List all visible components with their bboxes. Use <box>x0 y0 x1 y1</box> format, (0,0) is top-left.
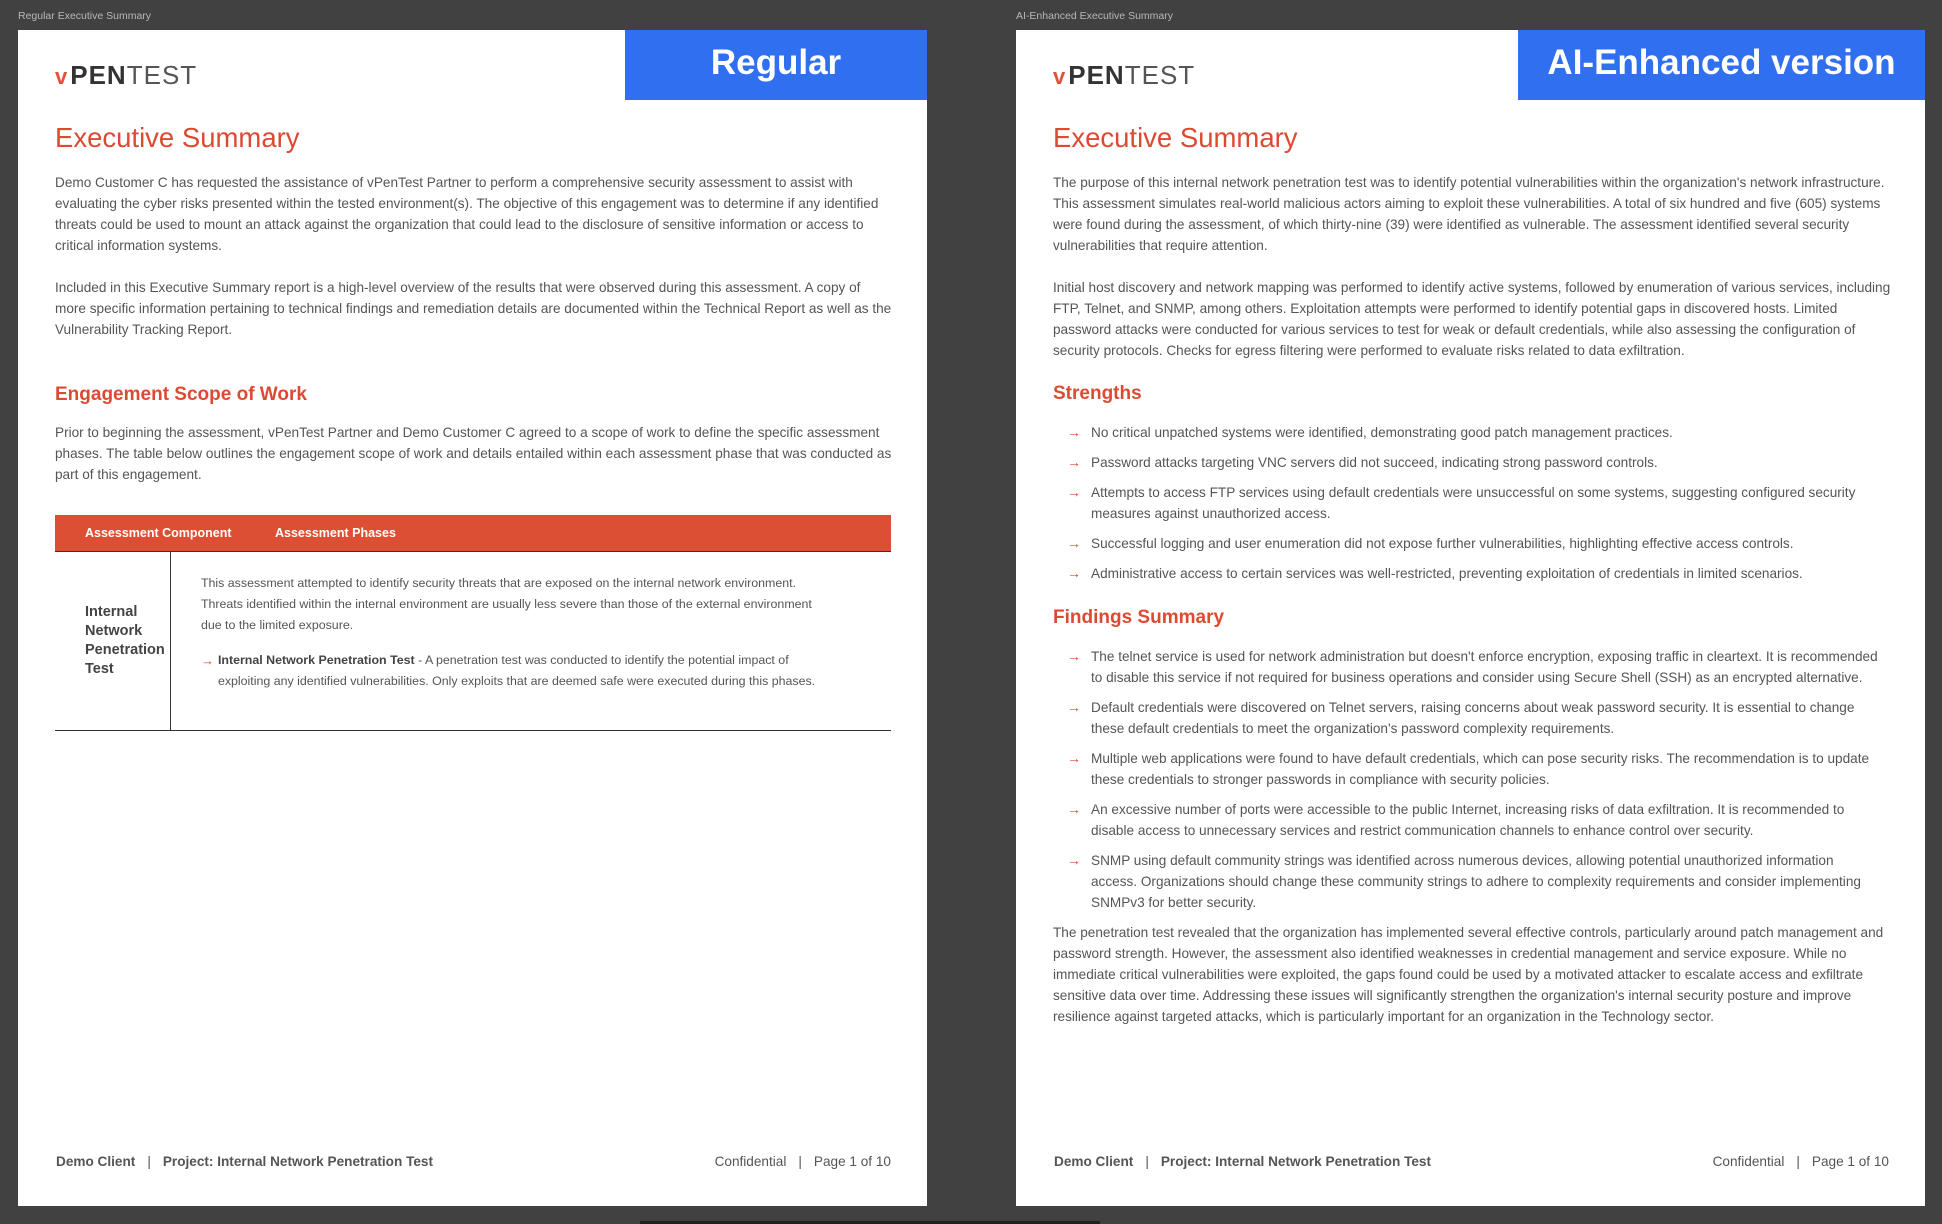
page-footer: Demo Client | Project: Internal Network Penetration Test Confidential | Page 1 of 10 <box>1054 1154 1889 1169</box>
row-component: Internal Network Penetration Test <box>55 552 171 730</box>
arrow-icon: → <box>1067 424 1081 440</box>
table-row <box>55 552 891 730</box>
arrow-icon: → <box>200 653 214 668</box>
scope-heading: Engagement Scope of Work <box>55 384 307 405</box>
strengths-list <box>1053 422 1893 584</box>
row-description: This assessment attempted to identify security threats that are exposed on the internal network environment. Threats identified within the internal environment are usually less severe than those of the external environment due to the limited exposure. <box>200 576 812 632</box>
col-header-component: Assessment Component <box>85 526 232 540</box>
logo-pen: PEN <box>1068 60 1125 90</box>
logo-test: TEST <box>1124 60 1196 90</box>
list-item: → The telnet service is used for network administration but doesn't enforce encryption, exposing traffic in cleartext. It is recommended to disable this service if not required for business operations and consider using Secure Shell (SSH) as an encrypted alternative. <box>1067 646 1893 688</box>
list-item: → Administrative access to certain services was well-restricted, preventing exploitation of credentials in limited scenarios. <box>1067 563 1893 584</box>
arrow-icon: → <box>1067 699 1081 715</box>
footer-page-number: Page 1 of 10 <box>813 1154 891 1169</box>
left-window-title: Regular Executive Summary <box>18 10 152 22</box>
phase-bullet <box>201 650 831 692</box>
closing-paragraph: The penetration test revealed that the organization has implemented several effective controls, particularly around patch management and password strength. However, the assessment also identified weaknesses in credential management and service exposure. While no immediate critical vulnerabilities were exploited, the gaps found could be used by a motivated attacker to escalate access and exfiltrate sensitive data over time. Addressing these issues will significantly strengthen the organization's internal security posture and improve resilience against targeted attacks, which is particularly important for an organization in the Technology sector. <box>1053 925 1884 1024</box>
methodology-paragraph: Initial host discovery and network mapping was performed to identify active systems, followed by enumeration of various services, including FTP, Telnet, and SNMP, among others. Exploitation attempts were performed to identify potential gaps in discovered hosts. Limited password attacks were conducted for various services to test for weak or default credentials, while also assessing the configuration of security protocols. Checks for egress filtering were performed to evaluate risks related to data exfiltration. <box>1053 280 1891 358</box>
findings-heading: Findings Summary <box>1053 607 1225 628</box>
regular-summary-page <box>18 30 927 1206</box>
logo-test: TEST <box>126 60 198 90</box>
ai-enhanced-summary-page <box>1016 30 1925 1206</box>
phase-bullet-title: Internal Network Penetration Test <box>217 653 415 667</box>
row-phases <box>171 552 891 730</box>
arrow-icon: → <box>1067 750 1081 766</box>
scope-paragraph: Prior to beginning the assessment, vPenTest Partner and Demo Customer C agreed to a scope of work to define the specific assessment phases. The table below outlines the engagement scope of work and details entailed within each assessment phase that was conducted as part of this engagement. <box>55 425 892 482</box>
list-item: → Password attacks targeting VNC servers did not succeed, indicating strong password controls. <box>1067 452 1893 473</box>
logo-pen: PEN <box>70 60 127 90</box>
ai-content <box>1053 118 1893 1027</box>
arrow-icon: → <box>1067 801 1081 817</box>
scope-table <box>55 515 891 731</box>
logo-v: v <box>1053 64 1067 89</box>
list-item: → No critical unpatched systems were identified, demonstrating good patch management practices. <box>1067 422 1893 443</box>
regular-version-banner: Regular version <box>625 30 927 100</box>
page-footer: Demo Client | Project: Internal Network Penetration Test Confidential | Page 1 of 10 <box>56 1154 891 1169</box>
list-item: → Default credentials were discovered on Telnet servers, raising concerns about weak password security. It is essential to change these default credentials to meet the organization's password complexity requirements. <box>1067 697 1893 739</box>
overview-paragraph: Included in this Executive Summary report is a high-level overview of the results that were observed during this assessment. A copy of more specific information pertaining to technical findings and remediation details are documented within the Technical Report as well as the Vulnerability Tracking Report. <box>55 280 892 337</box>
vpentest-logo <box>1053 60 1195 92</box>
phase-bullet-text: - A penetration test was conducted to identify the potential impact of exploiting any identified vulnerabilities. Only exploits that are deemed safe were executed during this phases. <box>217 653 816 688</box>
footer-confidential: Confidential <box>714 1154 787 1169</box>
footer-client: Demo Client <box>56 1154 136 1169</box>
footer-page-number: Page 1 of 10 <box>1811 1154 1889 1169</box>
ai-enhanced-version-banner: AI-Enhanced version <box>1518 30 1925 100</box>
list-item: → Successful logging and user enumeration did not expose further vulnerabilities, highlighting effective access controls. <box>1067 533 1893 554</box>
arrow-icon: → <box>1067 648 1081 664</box>
list-item: → Multiple web applications were found to have default credentials, which can pose security risks. The recommendation is to update these credentials to stronger passwords in compliance with security policies. <box>1067 748 1893 790</box>
page-title: Executive Summary <box>55 122 300 153</box>
right-window-title: AI-Enhanced Executive Summary <box>1016 10 1173 22</box>
list-item: → An excessive number of ports were accessible to the public Internet, increasing risks of data exfiltration. It is recommended to disable access to unnecessary services and restrict communication channels to enhance control over security. <box>1067 799 1893 841</box>
purpose-paragraph: The purpose of this internal network penetration test was to identify potential vulnerabilities within the organization's network infrastructure. This assessment simulates real-world malicious actors aiming to exploit these vulnerabilities. A total of six hundred and five (605) systems were found during the assessment, of which thirty-nine (39) were identified as vulnerable. The assessment identified several security vulnerabilities that require attention. <box>1053 175 1885 253</box>
arrow-icon: → <box>1067 454 1081 470</box>
footer-client: Demo Client <box>1054 1154 1134 1169</box>
logo-v: v <box>55 64 69 89</box>
footer-project: Project: Internal Network Penetration Test <box>162 1154 434 1169</box>
list-item: → Attempts to access FTP services using default credentials were unsuccessful on some systems, suggesting configured security measures against unauthorized access. <box>1067 482 1893 524</box>
vpentest-logo <box>55 60 197 92</box>
arrow-icon: → <box>1067 484 1081 500</box>
page-title: Executive Summary <box>1053 122 1298 153</box>
arrow-icon: → <box>1067 852 1081 868</box>
findings-list <box>1053 646 1893 913</box>
regular-content <box>55 118 895 731</box>
footer-confidential: Confidential <box>1712 1154 1785 1169</box>
footer-project: Project: Internal Network Penetration Test <box>1160 1154 1432 1169</box>
intro-paragraph: Demo Customer C has requested the assistance of vPenTest Partner to perform a comprehensive security assessment to assist with evaluating the cyber risks presented within the tested environment(s). The objective of this engagement was to determine if any identified threats could be used to mount an attack against the organization that could lead to the disclosure of sensitive information or access to critical information systems. <box>55 175 879 253</box>
list-item: → SNMP using default community strings was identified across numerous devices, allowing potential unauthorized information access. Organizations should change these community strings to adhere to complexity requirements and consider implementing SNMPv3 for better security. <box>1067 850 1893 913</box>
arrow-icon: → <box>1067 565 1081 581</box>
arrow-icon: → <box>1067 535 1081 551</box>
col-header-phases: Assessment Phases <box>275 526 396 540</box>
table-header <box>55 515 891 552</box>
strengths-heading: Strengths <box>1053 383 1142 404</box>
